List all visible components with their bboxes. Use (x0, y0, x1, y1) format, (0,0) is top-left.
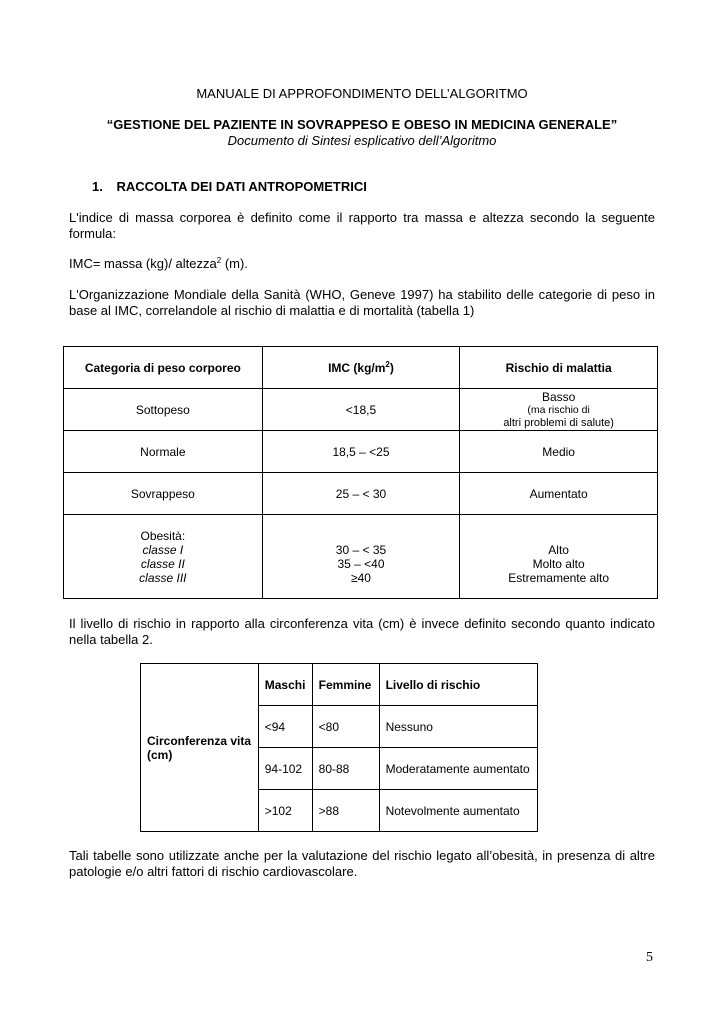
section-title: RACCOLTA DEI DATI ANTROPOMETRICI (116, 179, 367, 194)
cell-category: Normale (64, 431, 263, 473)
header-males: Maschi (258, 664, 312, 706)
document-title: MANUALE DI APPROFONDIMENTO DELL’ALGORITMO (196, 86, 528, 101)
table-header-row (64, 347, 658, 389)
cell-risk: Basso (ma rischio di altri problemi di salute) (460, 389, 658, 431)
cell-category: Sovrappeso (64, 473, 263, 515)
cell-females: 80-88 (312, 748, 379, 790)
document-subtitle: “GESTIONE DEL PAZIENTE IN SOVRAPPESO E OBESO IN MEDICINA GENERALE” (106, 117, 618, 132)
cell-imc: 30 – < 35 35 – <40 ≥40 (262, 515, 460, 599)
section-heading (92, 179, 367, 195)
imc-formula (69, 256, 248, 272)
table-waist-risk (140, 663, 538, 832)
paragraph-who: L'Organizzazione Mondiale della Sanità (WHO, Geneve 1997) ha stabilito delle categorie di peso in base al IMC, correlandole al rischio di malattia e di mortalità (tabella 1) (69, 287, 655, 318)
header-imc: IMC $(kg/m^2)$ (262, 347, 460, 389)
formula-text: IMC= massa (kg)/ altezza (69, 256, 217, 271)
table-header-row (141, 664, 538, 706)
cell-risk: Alto Molto alto Estremamente alto (460, 515, 658, 599)
cell-females: <80 (312, 706, 379, 748)
document-subtitle-italic: Documento di Sintesi esplicativo dell’Algoritmo (227, 133, 497, 148)
header-females: Femmine (312, 664, 379, 706)
table-row (64, 431, 658, 473)
header-risk: Rischio di malattia (460, 347, 658, 389)
row-label-waist: Circonferenza vita (cm) (141, 664, 259, 832)
page-number: 5 (646, 950, 653, 965)
table-row (64, 389, 658, 431)
table-row-obesity (64, 515, 658, 599)
cell-category: Sottopeso (64, 389, 263, 431)
header-category: Categoria di peso corporeo (64, 347, 263, 389)
cell-risk-level: Nessuno (379, 706, 537, 748)
cell-risk-level: Notevolmente aumentato (379, 790, 537, 832)
cell-males: 94-102 (258, 748, 312, 790)
cell-females: >88 (312, 790, 379, 832)
cell-imc: 25 – < 30 (262, 473, 460, 515)
table-row (64, 473, 658, 515)
cell-imc: <18,5 (262, 389, 460, 431)
paragraph-definition: L'indice di massa corporea è definito come il rapporto tra massa e altezza secondo la seguente formula: (69, 210, 655, 241)
formula-unit: (m). (221, 256, 248, 271)
paragraph-waist: Il livello di rischio in rapporto alla circonferenza vita (cm) è invece definito secondo quanto indicato nella tabella 2. (69, 616, 655, 647)
cell-risk-level: Moderatamente aumentato (379, 748, 537, 790)
cell-males: >102 (258, 790, 312, 832)
header-risk-level: Livello di rischio (379, 664, 537, 706)
paragraph-usage: Tali tabelle sono utilizzate anche per la valutazione del rischio legato all’obesità, in presenza di altre patologie e/o altri fattori di rischio cardiovascolare. (69, 848, 655, 879)
formula-superscript: 2 (216, 256, 222, 265)
table-bmi-categories (63, 346, 658, 599)
cell-risk: Aumentato (460, 473, 658, 515)
section-number: 1. (92, 179, 103, 194)
cell-imc: 18,5 – <25 (262, 431, 460, 473)
cell-category: Obesità: classe I classe II classe III (64, 515, 263, 599)
cell-males: <94 (258, 706, 312, 748)
cell-risk: Medio (460, 431, 658, 473)
